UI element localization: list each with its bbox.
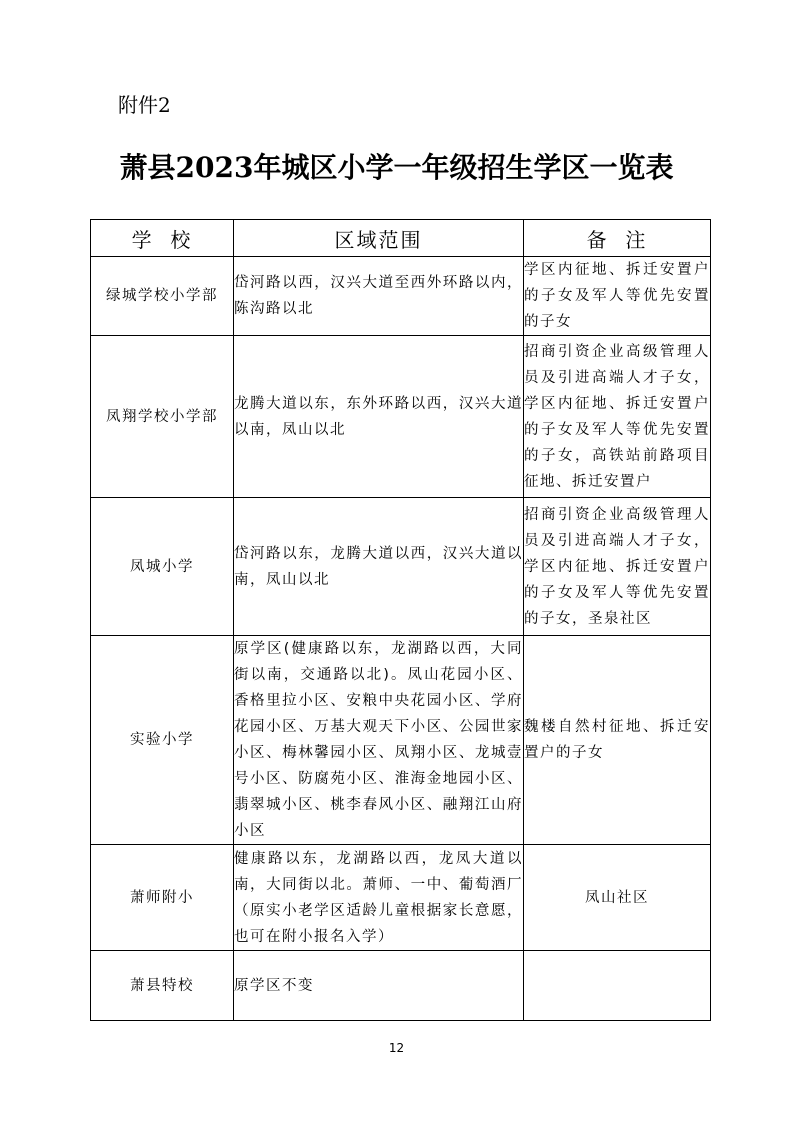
table-row (91, 336, 711, 498)
page-number: 12 (388, 1041, 405, 1055)
zone-note: 招商引资企业高级管理人员及引进高端人才子女，学区内征地、拆迁安置户的子女及军人等优先安置的子女，高铁站前路项目征地、拆迁安置户 (524, 336, 711, 498)
school-name: 实验小学 (91, 636, 234, 845)
zone-area: 龙腾大道以东，东外环路以西，汉兴大道以南，凤山以北 (234, 336, 524, 498)
zone-area: 岱河路以西，汉兴大道至西外环路以内，陈沟路以北 (234, 257, 524, 336)
table-row (91, 498, 711, 636)
enrollment-zone-table (90, 219, 711, 1021)
zone-note: 魏楼自然村征地、拆迁安置户的子女 (524, 636, 711, 845)
school-name: 凤城小学 (91, 498, 234, 636)
table-row (91, 257, 711, 336)
zone-area: 原学区不变 (234, 951, 524, 1021)
zone-note (524, 951, 711, 1021)
zone-area: 岱河路以东，龙腾大道以西，汉兴大道以南，凤山以北 (234, 498, 524, 636)
table-row (91, 636, 711, 845)
attachment-label: 附件2 (118, 93, 171, 117)
school-name: 凤翔学校小学部 (91, 336, 234, 498)
zone-note: 招商引资企业高级管理人员及引进高端人才子女，学区内征地、拆迁安置户的子女及军人等优先安置的子女，圣泉社区 (524, 498, 711, 636)
header-area: 区域范围 (234, 220, 524, 257)
school-name: 萧师附小 (91, 845, 234, 951)
table-row (91, 845, 711, 951)
school-name: 绿城学校小学部 (91, 257, 234, 336)
school-name: 萧县特校 (91, 951, 234, 1021)
zone-area: 健康路以东，龙湖路以西，龙凤大道以南，大同街以北。萧师、一中、葡萄酒厂（原实小老学区适龄儿童根据家长意愿，也可在附小报名入学） (234, 845, 524, 951)
zone-area: 原学区(健康路以东，龙湖路以西，大同街以南，交通路以北)。凤山花园小区、香格里拉小区、安粮中央花园小区、学府花园小区、万基大观天下小区、公园世家小区、梅林馨园小区、凤翔小区、龙城壹号小区、防腐苑小区、淮海金地园小区、翡翠城小区、桃李春风小区、融翔江山府小区 (234, 636, 524, 845)
page-title: 萧县2023年城区小学一年级招生学区一览表 (119, 151, 674, 184)
header-note: 备 注 (524, 220, 711, 257)
table-row (91, 951, 711, 1021)
header-school: 学 校 (91, 220, 234, 257)
table-header-row (91, 220, 711, 257)
zone-note: 学区内征地、拆迁安置户的子女及军人等优先安置的子女 (524, 257, 711, 336)
zone-note: 凤山社区 (524, 845, 711, 951)
